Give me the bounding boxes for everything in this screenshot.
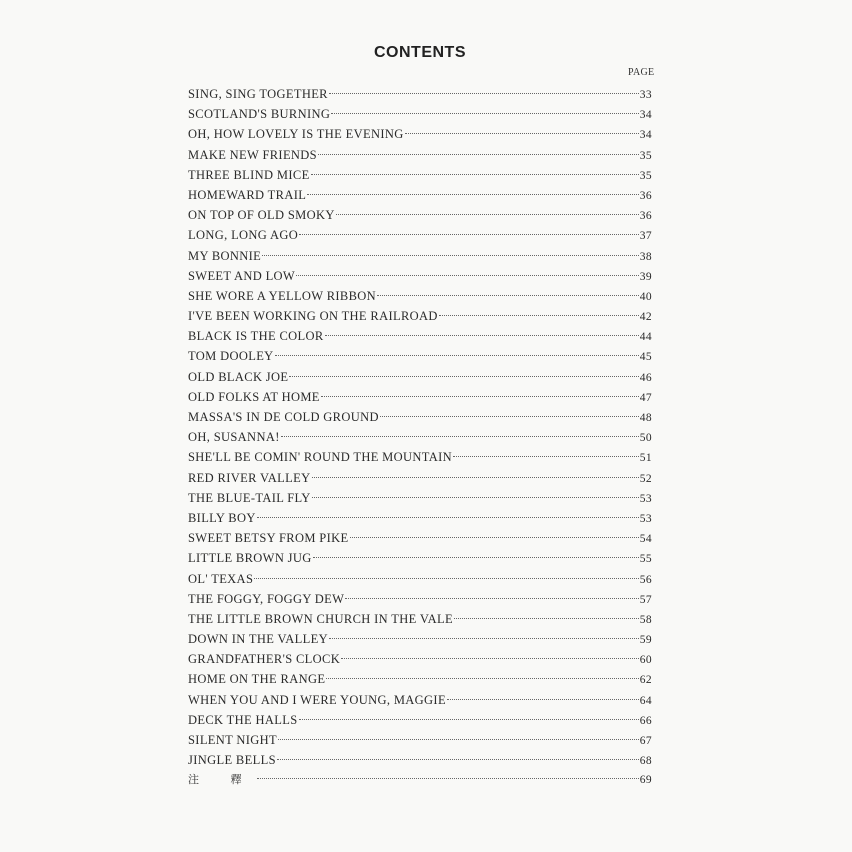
toc-entry-page: 35	[639, 149, 652, 162]
toc-entry	[188, 609, 652, 629]
page-column-label: PAGE	[628, 67, 655, 78]
toc-entry-title: ON TOP OF OLD SMOKY	[188, 208, 335, 223]
toc-entry-title: SHE'LL BE COMIN' ROUND THE MOUNTAIN	[188, 450, 453, 465]
toc-entry	[188, 185, 652, 205]
toc-entry-title: OLD BLACK JOE	[188, 369, 289, 384]
toc-entry	[188, 145, 652, 165]
toc-entry-page: 62	[639, 674, 652, 687]
dot-leader	[380, 416, 639, 417]
toc-entry-page: 42	[639, 311, 652, 324]
toc-entry-title: SING, SING TOGETHER	[188, 87, 328, 101]
toc-entry	[188, 367, 652, 387]
toc-entry-title: SCOTLAND'S BURNING	[188, 107, 331, 122]
dot-leader	[311, 174, 639, 175]
toc-entry-title: 注 釋	[188, 773, 256, 787]
toc-entry-page: 51	[639, 452, 652, 465]
toc-entry-title: THREE BLIND MICE	[188, 167, 310, 182]
toc-entry	[188, 488, 652, 508]
toc-entry-title: DOWN IN THE VALLEY	[188, 632, 328, 647]
toc-entry	[188, 569, 652, 589]
toc-entry-page: 69	[639, 774, 652, 787]
toc-entry	[188, 770, 652, 790]
dot-leader	[289, 376, 638, 377]
toc-entry-page: 46	[639, 371, 652, 384]
toc-entry-title: THE LITTLE BROWN CHURCH IN THE VALE	[188, 611, 454, 626]
toc-entry-page: 37	[639, 230, 652, 243]
toc-entry-page: 52	[639, 472, 652, 485]
toc-entry	[188, 649, 652, 669]
dot-leader	[257, 778, 639, 779]
toc-entry-page: 64	[639, 694, 652, 707]
toc-entry-title: THE BLUE-TAIL FLY	[188, 490, 311, 505]
toc-entry	[188, 225, 652, 245]
dot-leader	[336, 214, 639, 215]
dot-leader	[405, 133, 639, 134]
toc-entry-title: HOME ON THE RANGE	[188, 672, 326, 687]
toc-entry-page: 60	[639, 654, 652, 667]
toc-entry	[188, 690, 652, 710]
toc-entry-title: SWEET BETSY FROM PIKE	[188, 531, 349, 546]
toc-entry-title: MAKE NEW FRIENDS	[188, 147, 317, 162]
toc-entry	[188, 246, 652, 266]
toc-entry	[188, 750, 652, 770]
toc-entry	[188, 589, 652, 609]
toc-entry	[188, 730, 652, 750]
toc-entry	[188, 346, 652, 366]
toc-entry-page: 45	[639, 351, 652, 364]
toc-entry-page: 38	[639, 250, 652, 263]
toc-entry-title: OH, SUSANNA!	[188, 430, 280, 445]
dot-leader	[254, 578, 639, 579]
toc-entry	[188, 427, 652, 447]
toc-entry-page: 34	[639, 109, 652, 122]
toc-entry-page: 36	[639, 210, 652, 223]
toc-entry	[188, 84, 652, 104]
dot-leader	[299, 234, 639, 235]
toc-entry-page: 55	[639, 553, 652, 566]
page-title: CONTENTS	[374, 44, 466, 61]
dot-leader	[350, 537, 639, 538]
toc-entry-title: TOM DOOLEY	[188, 349, 274, 364]
dot-leader	[262, 255, 639, 256]
dot-leader	[447, 699, 639, 700]
toc-entry-page: 40	[639, 290, 652, 303]
toc-entry-page: 66	[639, 714, 652, 727]
toc-entry-page: 54	[639, 533, 652, 546]
toc-entry	[188, 508, 652, 528]
dot-leader	[281, 436, 639, 437]
dot-leader	[299, 719, 639, 720]
toc-entry-title: I'VE BEEN WORKING ON THE RAILROAD	[188, 309, 438, 324]
toc-entry-title: OL' TEXAS	[188, 571, 254, 586]
toc-entry	[188, 669, 652, 689]
toc-entry-title: GRANDFATHER'S CLOCK	[188, 652, 341, 667]
toc-entry-title: THE FOGGY, FOGGY DEW	[188, 591, 345, 606]
toc-entry-title: JINGLE BELLS	[188, 753, 276, 768]
dot-leader	[312, 497, 639, 498]
toc-entry-title: MY BONNIE	[188, 248, 262, 263]
dot-leader	[329, 638, 639, 639]
dot-leader	[377, 295, 639, 296]
toc-entry-title: DECK THE HALLS	[188, 712, 298, 727]
dot-leader	[341, 658, 639, 659]
dot-leader	[296, 275, 639, 276]
toc-entry-page: 34	[639, 129, 652, 142]
toc-entry-title: LONG, LONG AGO	[188, 228, 299, 243]
toc-entry	[188, 165, 652, 185]
dot-leader	[325, 335, 639, 336]
toc-entry	[188, 266, 652, 286]
dot-leader	[318, 154, 639, 155]
dot-leader	[312, 477, 639, 478]
toc-entry	[188, 387, 652, 407]
dot-leader	[329, 93, 639, 94]
dot-leader	[453, 456, 639, 457]
dot-leader	[275, 355, 639, 356]
toc-entry-title: SILENT NIGHT	[188, 733, 278, 747]
toc-entry-title: BILLY BOY	[188, 510, 256, 525]
toc-entry-title: BLACK IS THE COLOR	[188, 329, 324, 344]
toc-entry-page: 57	[639, 593, 652, 606]
toc-entry-page: 44	[639, 331, 652, 344]
dot-leader	[307, 194, 639, 195]
dot-leader	[439, 315, 639, 316]
dot-leader	[313, 557, 639, 558]
toc-entry-page: 48	[639, 412, 652, 424]
toc-entry-page: 50	[639, 432, 652, 445]
toc-entry	[188, 306, 652, 326]
dot-leader	[277, 759, 639, 760]
toc-entry	[188, 104, 652, 124]
toc-entry-page: 36	[639, 189, 652, 202]
toc-entry-title: LITTLE BROWN JUG	[188, 551, 312, 566]
toc-entry-page: 35	[639, 169, 652, 182]
toc-entry-title: SWEET AND LOW	[188, 268, 296, 283]
toc-entry	[188, 447, 652, 467]
dot-leader	[345, 598, 638, 599]
dot-leader	[321, 396, 639, 397]
toc-entry	[188, 205, 652, 225]
toc-entry-page: 58	[639, 613, 652, 626]
toc-entry-page: 56	[639, 573, 652, 586]
toc-entry	[188, 124, 652, 144]
dot-leader	[278, 739, 639, 740]
dot-leader	[257, 517, 639, 518]
toc-entry	[188, 326, 652, 346]
toc-entry	[188, 710, 652, 730]
toc-entry-page: 53	[639, 492, 652, 505]
toc-entry-title: SHE WORE A YELLOW RIBBON	[188, 288, 377, 303]
toc-entry-page: 67	[639, 735, 652, 747]
toc-entry-page: 33	[639, 89, 652, 101]
toc-entry-page: 39	[639, 270, 652, 283]
toc-entry	[188, 407, 652, 427]
toc-entry	[188, 468, 652, 488]
toc-entry-title: MASSA'S IN DE COLD GROUND	[188, 410, 379, 424]
toc-entry	[188, 629, 652, 649]
toc-entry-page: 53	[639, 512, 652, 525]
toc-entry-page: 68	[639, 755, 652, 768]
toc-entry-title: HOMEWARD TRAIL	[188, 187, 307, 202]
toc-entry-title: RED RIVER VALLEY	[188, 470, 311, 485]
toc-entry	[188, 286, 652, 306]
toc-entry-page: 47	[639, 391, 652, 404]
dot-leader	[331, 113, 639, 114]
dot-leader	[454, 618, 639, 619]
toc-entry-page: 59	[639, 634, 652, 647]
toc-entry-title: OLD FOLKS AT HOME	[188, 389, 320, 404]
toc-entry-title: WHEN YOU AND I WERE YOUNG, MAGGIE	[188, 692, 446, 707]
toc-entry	[188, 528, 652, 548]
toc-entry-title: OH, HOW LOVELY IS THE EVENING	[188, 127, 404, 142]
dot-leader	[326, 678, 638, 679]
toc-entry	[188, 548, 652, 568]
table-of-contents	[188, 84, 652, 791]
